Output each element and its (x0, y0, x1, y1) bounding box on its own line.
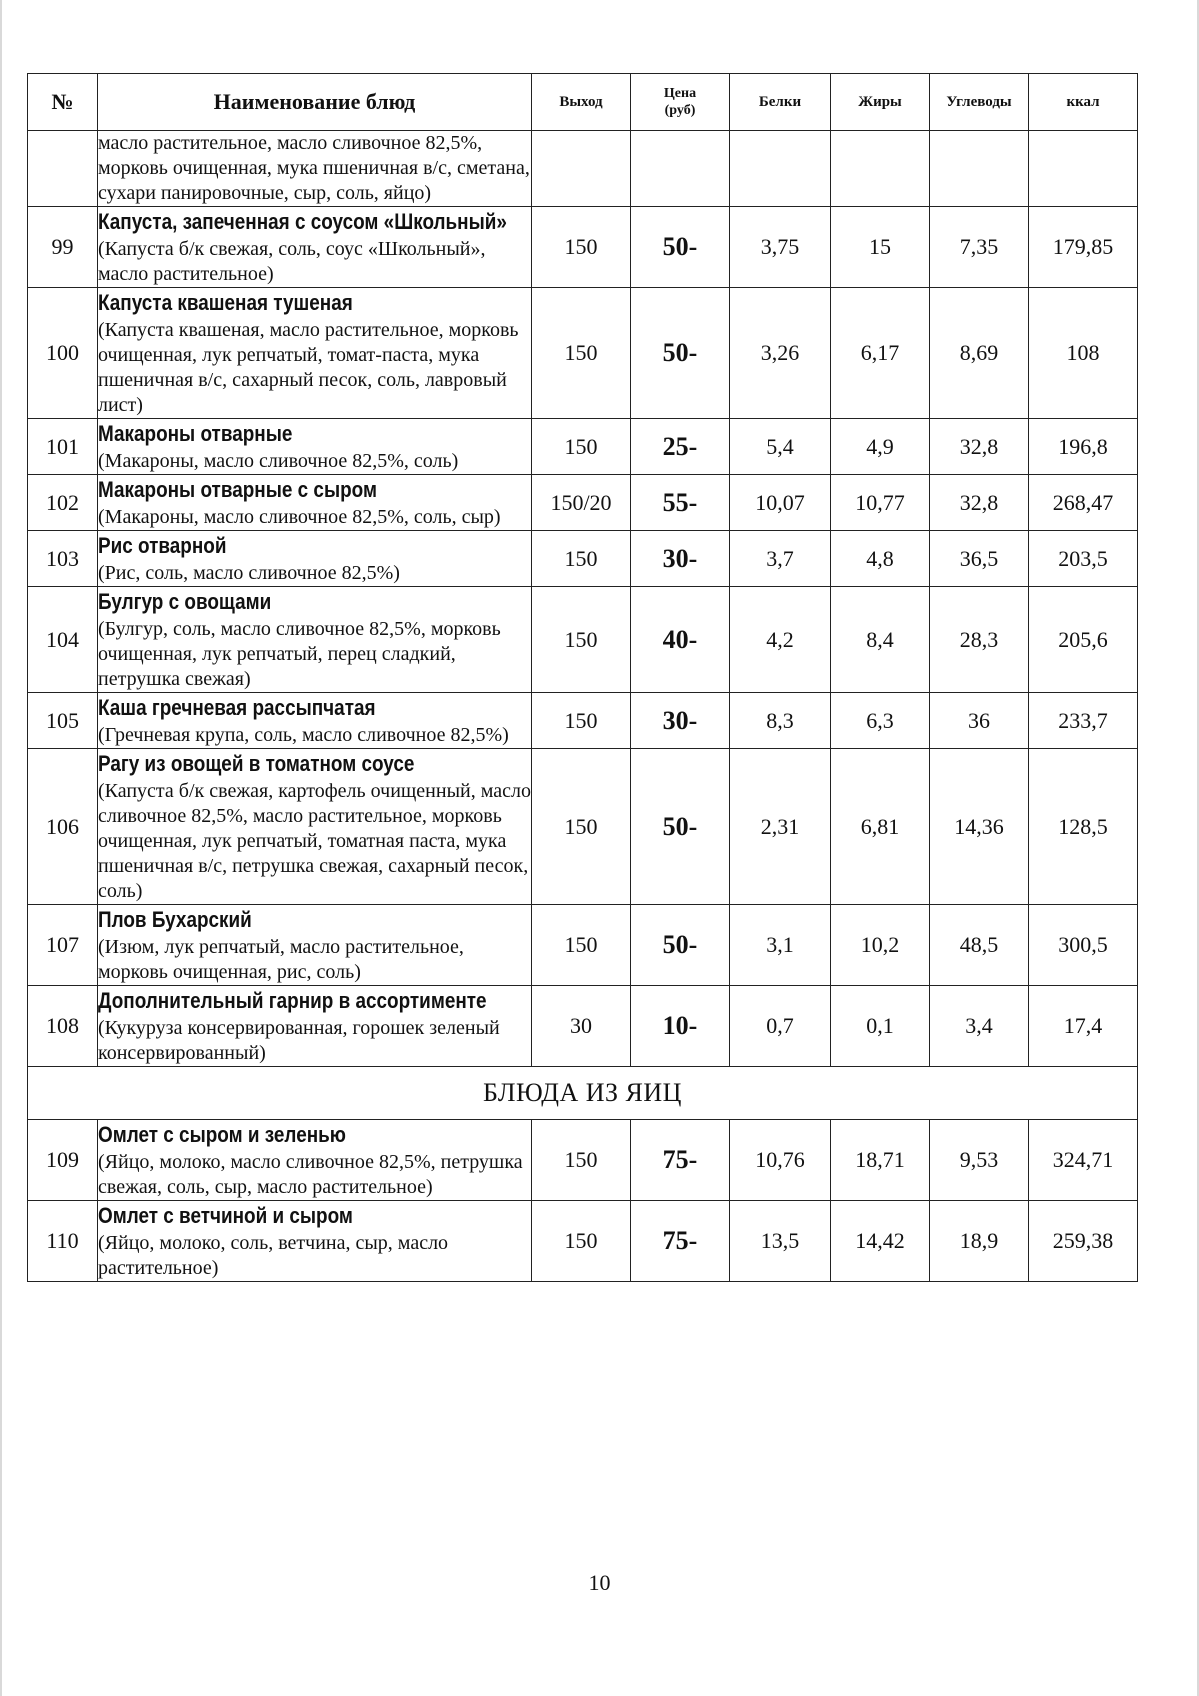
table-row (28, 475, 1138, 531)
cell-name (98, 749, 532, 905)
cell-kcal: 268,47 (1029, 475, 1138, 531)
cell-carbs: 14,36 (930, 749, 1029, 905)
cell-fats: 6,81 (831, 749, 930, 905)
cell-output: 150 (532, 207, 631, 288)
cell-output: 150 (532, 288, 631, 419)
cell-carbs: 32,8 (930, 475, 1029, 531)
header-price-line2: (руб) (664, 103, 696, 118)
cell-price: 40- (631, 587, 730, 693)
table-row (28, 986, 1138, 1067)
dish-ingredients: (Капуста б/к свежая, соль, соус «Школьный», масло растительное) (98, 238, 486, 285)
cell-price: 55- (631, 475, 730, 531)
cell-kcal: 128,5 (1029, 749, 1138, 905)
cell-num: 108 (28, 986, 98, 1067)
cell-num: 100 (28, 288, 98, 419)
dish-ingredients: (Макароны, масло сливочное 82,5%, соль) (98, 450, 459, 472)
cell-fats: 15 (831, 207, 930, 288)
cell-output: 150 (532, 749, 631, 905)
table-row (28, 693, 1138, 749)
header-name: Наименование блюд (98, 74, 532, 131)
cell-proteins: 8,3 (730, 693, 831, 749)
dish-name: Рис отварной (98, 533, 227, 558)
header-proteins: Белки (730, 74, 831, 131)
cell-fats: 6,3 (831, 693, 930, 749)
cell-kcal: 300,5 (1029, 905, 1138, 986)
table-row (28, 905, 1138, 986)
cell-num: 107 (28, 905, 98, 986)
cell-carbs: 8,69 (930, 288, 1029, 419)
cell-price: 75- (631, 1201, 730, 1282)
cell-kcal: 203,5 (1029, 531, 1138, 587)
dish-ingredients: (Капуста б/к свежая, картофель очищенный, масло сливочное 82,5%, масло растительное, морковь очищенная, лук репчатый, томатная паста, мука пшеничная в/с, петрушка свежая, сахарный песок, соль) (98, 780, 531, 902)
cell-price: 50- (631, 905, 730, 986)
cell-name (98, 693, 532, 749)
section-title: БЛЮДА ИЗ ЯИЦ (28, 1067, 1138, 1120)
cell-fats: 4,9 (831, 419, 930, 475)
cell-name (98, 288, 532, 419)
cell-num: 105 (28, 693, 98, 749)
cell-carbs: 3,4 (930, 986, 1029, 1067)
header-fats: Жиры (831, 74, 930, 131)
cell-carbs: 7,35 (930, 207, 1029, 288)
header-carbs: Углеводы (930, 74, 1029, 131)
cell-name (98, 475, 532, 531)
cell-proteins: 13,5 (730, 1201, 831, 1282)
dish-name: Капуста квашеная тушеная (98, 290, 353, 315)
continuation-ingredients: масло растительное, масло сливочное 82,5%, морковь очищенная, мука пшеничная в/с, сметана, сухари панировочные, сыр, соль, яйцо) (98, 132, 530, 204)
dish-name: Рагу из овощей в томатном соусе (98, 751, 415, 776)
cell-output: 150 (532, 693, 631, 749)
cell-proteins: 2,31 (730, 749, 831, 905)
cell-proteins: 3,7 (730, 531, 831, 587)
cell-fats: 6,17 (831, 288, 930, 419)
cell-price: 50- (631, 749, 730, 905)
dish-name: Макароны отварные с сыром (98, 477, 377, 502)
cell-carbs (930, 131, 1029, 207)
cell-proteins: 0,7 (730, 986, 831, 1067)
cell-price: 75- (631, 1120, 730, 1201)
cell-num: 101 (28, 419, 98, 475)
dish-name: Дополнительный гарнир в ассортименте (98, 988, 487, 1013)
cell-price: 10- (631, 986, 730, 1067)
cell-kcal (1029, 131, 1138, 207)
cell-kcal: 233,7 (1029, 693, 1138, 749)
cell-fats (831, 131, 930, 207)
cell-kcal: 108 (1029, 288, 1138, 419)
dish-ingredients: (Рис, соль, масло сливочное 82,5%) (98, 562, 400, 584)
table-row (28, 749, 1138, 905)
header-price (631, 74, 730, 131)
cell-name (98, 419, 532, 475)
cell-proteins: 10,76 (730, 1120, 831, 1201)
cell-num: 106 (28, 749, 98, 905)
cell-price: 50- (631, 288, 730, 419)
dish-ingredients: (Яйцо, молоко, соль, ветчина, сыр, масло растительное) (98, 1232, 449, 1279)
menu-table (27, 73, 1138, 1282)
cell-kcal: 259,38 (1029, 1201, 1138, 1282)
section-row (28, 1067, 1138, 1120)
cell-name (98, 131, 532, 207)
cell-num: 99 (28, 207, 98, 288)
cell-kcal: 324,71 (1029, 1120, 1138, 1201)
table-row (28, 207, 1138, 288)
cell-fats: 14,42 (831, 1201, 930, 1282)
cell-fats: 10,77 (831, 475, 930, 531)
cell-fats: 0,1 (831, 986, 930, 1067)
cell-name (98, 905, 532, 986)
cell-fats: 4,8 (831, 531, 930, 587)
cell-proteins (730, 131, 831, 207)
cell-proteins: 3,26 (730, 288, 831, 419)
cell-proteins: 5,4 (730, 419, 831, 475)
cell-price (631, 131, 730, 207)
page-edge-left (0, 0, 2, 1696)
cell-num: 110 (28, 1201, 98, 1282)
cell-fats: 18,71 (831, 1120, 930, 1201)
table-row (28, 288, 1138, 419)
header-num: № (28, 74, 98, 131)
cell-output: 150 (532, 587, 631, 693)
cell-price: 30- (631, 531, 730, 587)
cell-carbs: 36 (930, 693, 1029, 749)
dish-name: Омлет с сыром и зеленью (98, 1122, 346, 1147)
dish-ingredients: (Гречневая крупа, соль, масло сливочное 82,5%) (98, 724, 509, 746)
dish-name: Капуста, запеченная с соусом «Школьный» (98, 209, 507, 234)
cell-carbs: 28,3 (930, 587, 1029, 693)
cell-proteins: 10,07 (730, 475, 831, 531)
cell-fats: 10,2 (831, 905, 930, 986)
dish-ingredients: (Макароны, масло сливочное 82,5%, соль, сыр) (98, 506, 501, 528)
dish-ingredients: (Яйцо, молоко, масло сливочное 82,5%, петрушка свежая, соль, сыр, масло растительное) (98, 1151, 523, 1198)
cell-name (98, 531, 532, 587)
header-price-line1: Цена (663, 86, 697, 101)
cell-proteins: 3,1 (730, 905, 831, 986)
header-output: Выход (532, 74, 631, 131)
cell-name (98, 207, 532, 288)
table-header-row (28, 74, 1138, 131)
cell-num: 103 (28, 531, 98, 587)
cell-num: 102 (28, 475, 98, 531)
cell-proteins: 4,2 (730, 587, 831, 693)
header-kcal: ккал (1029, 74, 1138, 131)
table-row-continuation (28, 131, 1138, 207)
cell-num: 109 (28, 1120, 98, 1201)
cell-kcal: 17,4 (1029, 986, 1138, 1067)
table-row (28, 587, 1138, 693)
dish-name: Булгур с овощами (98, 589, 272, 614)
cell-output (532, 131, 631, 207)
cell-carbs: 48,5 (930, 905, 1029, 986)
dish-ingredients: (Капуста квашеная, масло растительное, морковь очищенная, лук репчатый, томат-паста, мука пшеничная в/с, сахарный песок, соль, лавровый лист) (98, 319, 519, 416)
cell-output: 30 (532, 986, 631, 1067)
dish-name: Омлет с ветчиной и сыром (98, 1203, 353, 1228)
dish-name: Каша гречневая рассыпчатая (98, 695, 376, 720)
cell-output: 150 (532, 1120, 631, 1201)
cell-num (28, 131, 98, 207)
table-row (28, 419, 1138, 475)
cell-num: 104 (28, 587, 98, 693)
cell-carbs: 18,9 (930, 1201, 1029, 1282)
cell-kcal: 179,85 (1029, 207, 1138, 288)
cell-name (98, 1201, 532, 1282)
cell-price: 25- (631, 419, 730, 475)
cell-name (98, 1120, 532, 1201)
page-number: 10 (588, 1570, 611, 1595)
cell-name (98, 986, 532, 1067)
cell-fats: 8,4 (831, 587, 930, 693)
cell-output: 150 (532, 419, 631, 475)
table-row (28, 1201, 1138, 1282)
cell-proteins: 3,75 (730, 207, 831, 288)
dish-ingredients: (Изюм, лук репчатый, масло растительное, морковь очищенная, рис, соль) (98, 936, 464, 983)
cell-kcal: 196,8 (1029, 419, 1138, 475)
cell-carbs: 32,8 (930, 419, 1029, 475)
cell-output: 150 (532, 531, 631, 587)
dish-name: Макароны отварные (98, 421, 293, 446)
cell-price: 50- (631, 207, 730, 288)
cell-output: 150 (532, 1201, 631, 1282)
cell-carbs: 36,5 (930, 531, 1029, 587)
dish-name: Плов Бухарский (98, 907, 252, 932)
cell-output: 150/20 (532, 475, 631, 531)
cell-kcal: 205,6 (1029, 587, 1138, 693)
dish-ingredients: (Булгур, соль, масло сливочное 82,5%, морковь очищенная, лук репчатый, перец сладкий, петрушка свежая) (98, 618, 501, 690)
cell-carbs: 9,53 (930, 1120, 1029, 1201)
dish-ingredients: (Кукуруза консервированная, горошек зеленый консервированный) (98, 1017, 500, 1064)
table-row (28, 1120, 1138, 1201)
cell-output: 150 (532, 905, 631, 986)
cell-name (98, 587, 532, 693)
table-row (28, 531, 1138, 587)
cell-price: 30- (631, 693, 730, 749)
